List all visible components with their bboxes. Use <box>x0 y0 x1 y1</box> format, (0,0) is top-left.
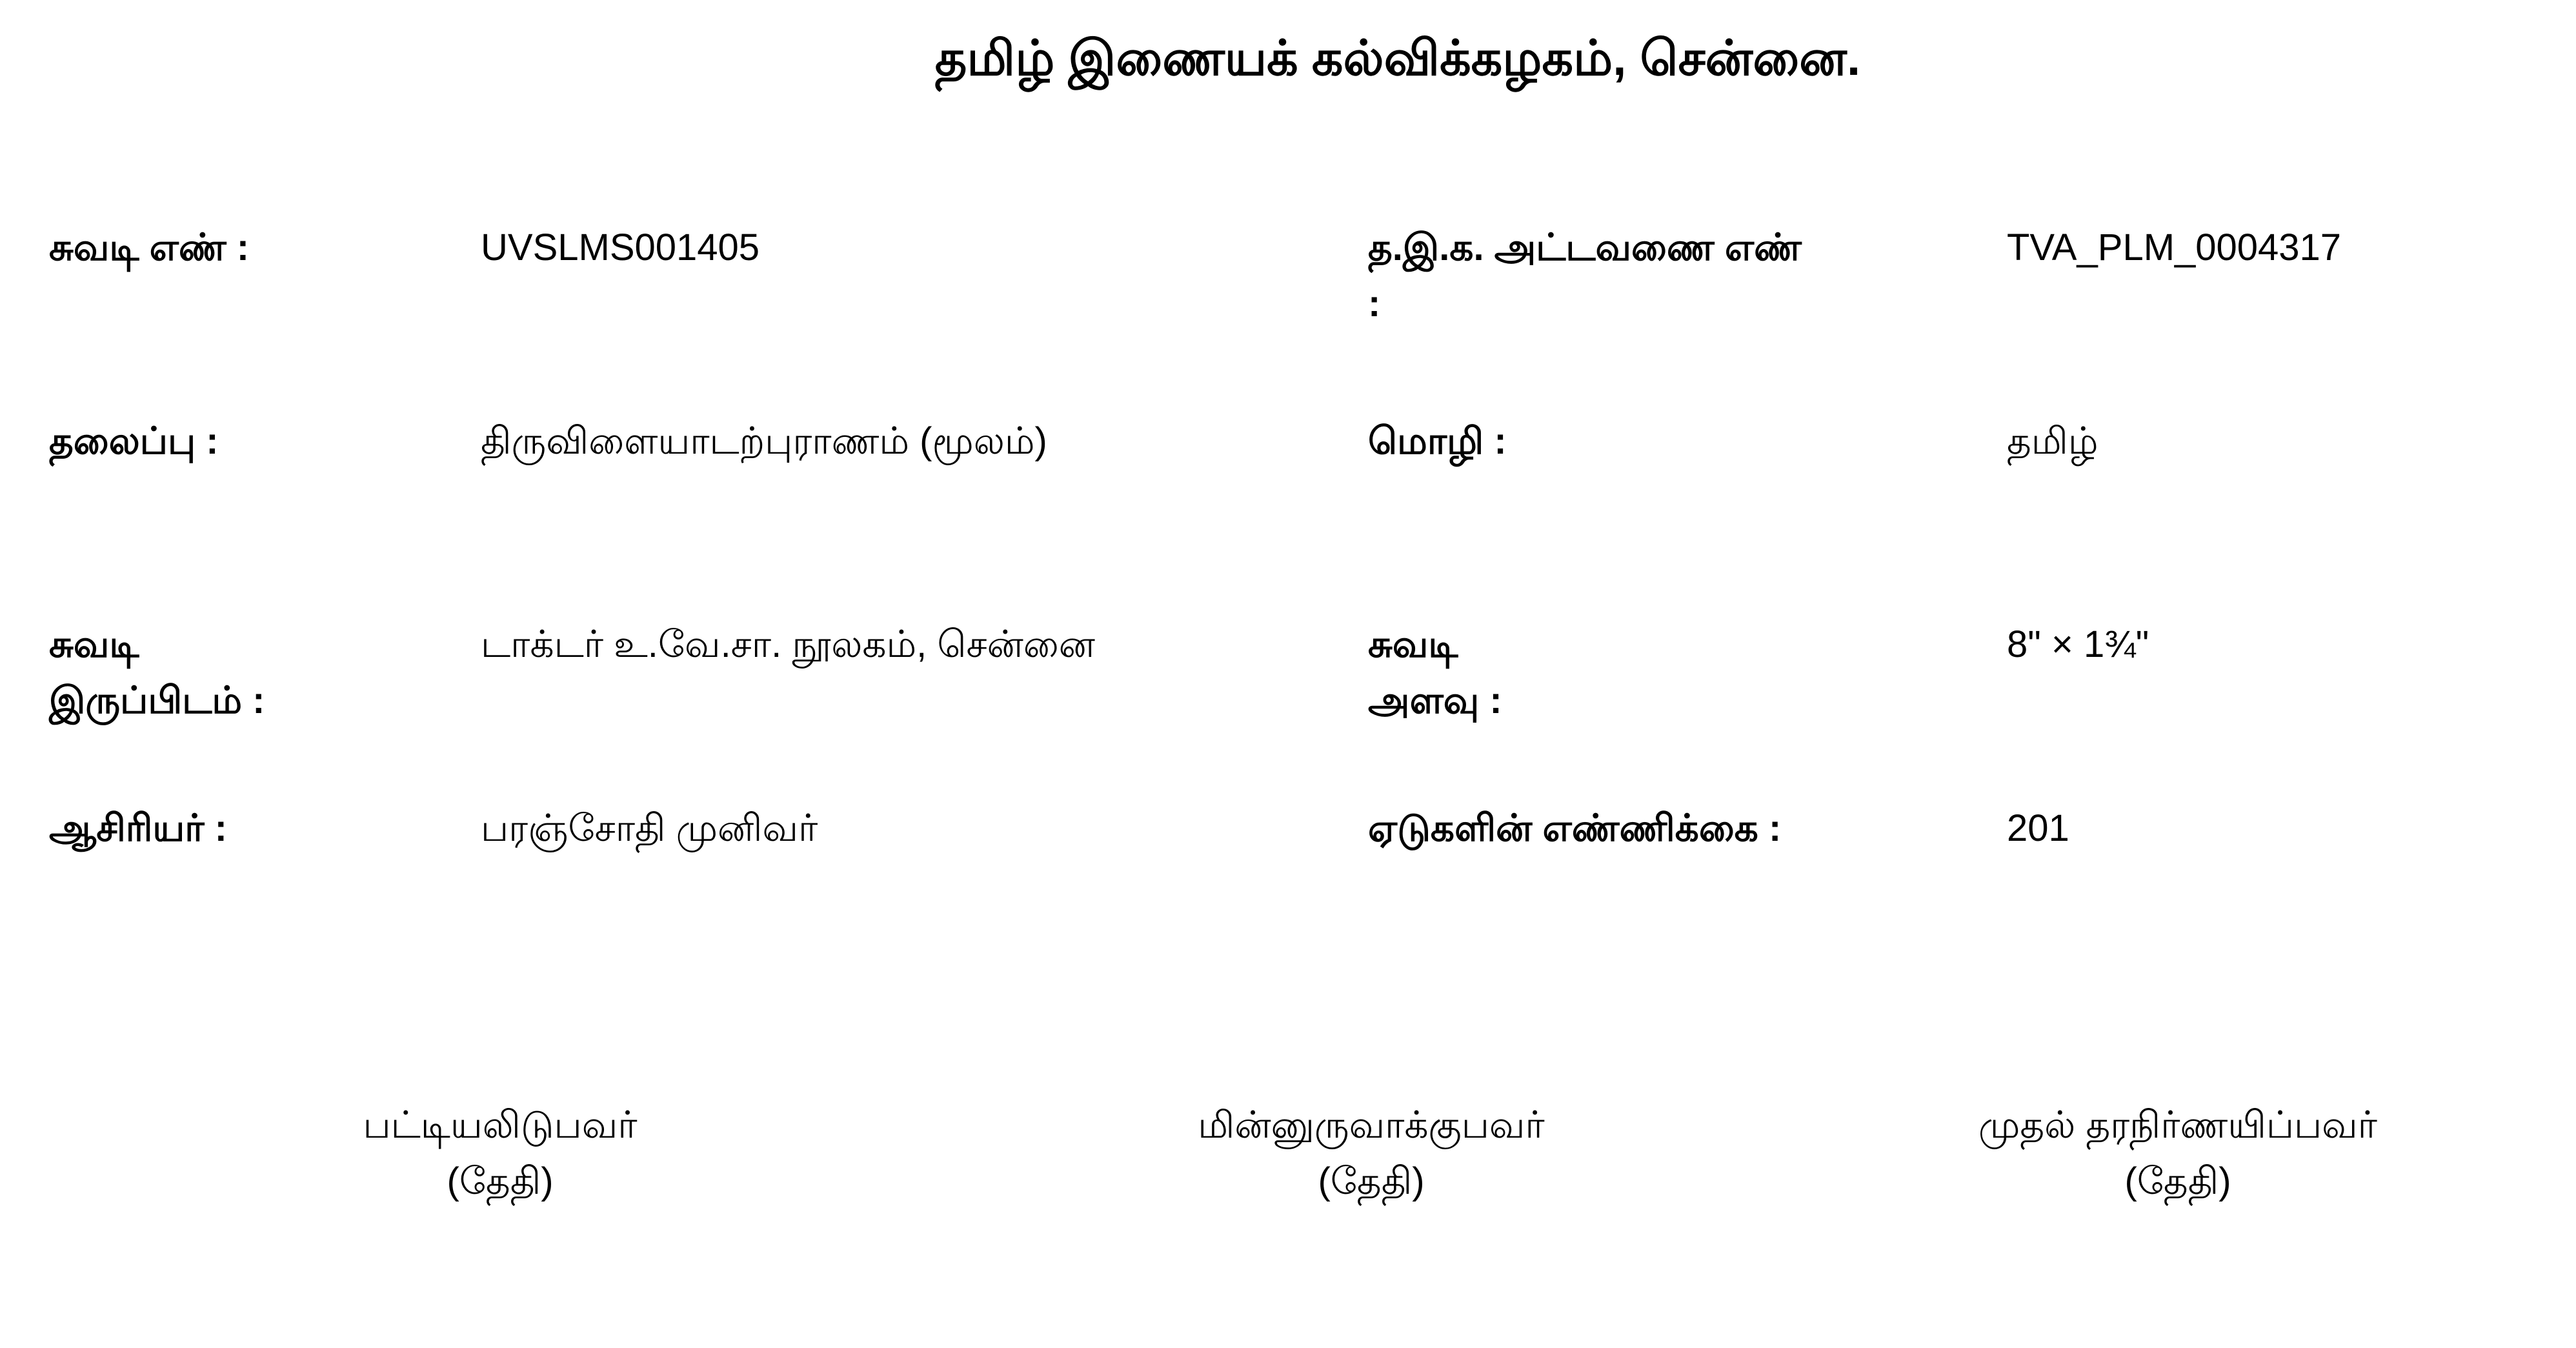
manuscript-location-label-line1: சுவடி <box>49 623 139 665</box>
tva-catalogue-number-value: TVA_PLM_0004317 <box>2007 226 2342 268</box>
page-title: தமிழ் இணையக் கல்விக்கழகம், சென்னை. <box>934 31 1861 86</box>
language-value: தமிழ் <box>2007 420 2098 462</box>
manuscript-size-label <box>1368 616 2000 729</box>
manuscript-number-value: UVSLMS001405 <box>481 226 760 268</box>
manuscript-location-label-line2: இருப்பிடம் : <box>49 679 265 721</box>
title-value: திருவிளையாடற்புராணம் (மூலம்) <box>481 420 1047 462</box>
manuscript-location-value: டாக்டர் உ.வே.சா. நூலகம், சென்னை <box>481 623 1095 665</box>
tva-catalogue-number-label-line1: த.இ.க. அட்டவணை எண் <box>1368 226 1802 268</box>
author-label <box>49 800 468 856</box>
digitizer-role: மின்னுருவாக்குபவர் <box>1198 1104 1545 1146</box>
manuscript-size-label-line1: சுவடி <box>1368 623 1458 665</box>
leaf-count-value: 201 <box>2007 807 2069 849</box>
tva-catalogue-number-label <box>1368 219 2000 332</box>
language-label-line1: மொழி : <box>1368 420 1507 462</box>
first-quality-assessor-role: முதல் தரநிர்ணயிப்பவர் <box>1978 1104 2377 1146</box>
cataloguer-date-label: (தேதி) <box>447 1160 554 1202</box>
leaf-count-label <box>1368 800 2000 856</box>
manuscript-size-label-line2: அளவு : <box>1368 679 1502 721</box>
first-quality-assessor-signature-block <box>1871 1097 2484 1209</box>
manuscript-number-label <box>49 219 468 276</box>
digitizer-signature-block <box>1065 1097 1678 1209</box>
manuscript-size-value: 8" × 1¾" <box>2007 623 2149 665</box>
title-label <box>49 413 468 469</box>
manuscript-number-label-line1: சுவடி எண் : <box>49 226 250 268</box>
leaf-count-label-line1: ஏடுகளின் எண்ணிக்கை : <box>1368 807 1782 849</box>
author-value: பரஞ்சோதி முனிவர் <box>481 807 818 849</box>
first-quality-assessor-date-label: (தேதி) <box>2124 1160 2231 1202</box>
author-label-line1: ஆசிரியர் : <box>49 807 227 849</box>
cataloguer-signature-block <box>194 1097 807 1209</box>
digitizer-date-label: (தேதி) <box>1318 1160 1425 1202</box>
language-label <box>1368 413 2000 469</box>
tva-catalogue-number-label-line2: : <box>1368 283 1381 325</box>
title-label-line1: தலைப்பு : <box>49 420 219 462</box>
manuscript-location-label <box>49 616 468 729</box>
cataloguer-role: பட்டியலிடுபவர் <box>363 1104 638 1146</box>
